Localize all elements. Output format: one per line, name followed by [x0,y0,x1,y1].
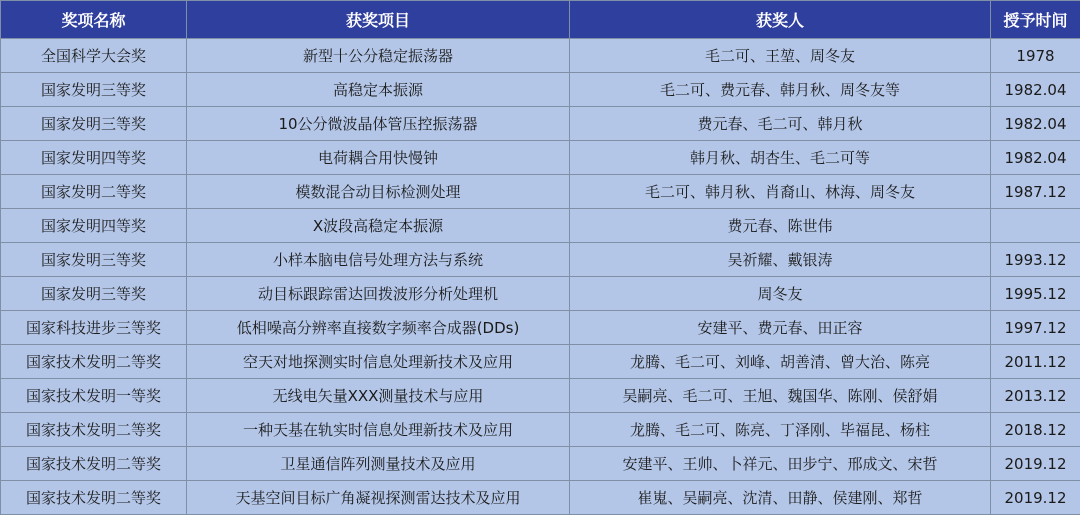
award-name-cell: 全国科学大会奖 [1,39,187,73]
award-name-cell: 国家科技进步三等奖 [1,311,187,345]
date-cell: 1982.04 [991,73,1080,107]
table-row [1,447,1080,481]
header-project: 获奖项目 [187,1,570,39]
table-row [1,73,1080,107]
winners-cell: 费元春、毛二可、韩月秋 [570,107,991,141]
project-cell: 空天对地探测实时信息处理新技术及应用 [187,345,570,379]
award-name-cell: 国家发明二等奖 [1,175,187,209]
project-cell: 天基空间目标广角凝视探测雷达技术及应用 [187,481,570,515]
winners-cell: 吴祈耀、戴银涛 [570,243,991,277]
date-cell: 1978 [991,39,1080,73]
award-name-cell: 国家发明四等奖 [1,209,187,243]
award-name-cell: 国家技术发明二等奖 [1,481,187,515]
winners-cell: 毛二可、费元春、韩月秋、周冬友等 [570,73,991,107]
table-row [1,39,1080,73]
table-row [1,277,1080,311]
header-award-name: 奖项名称 [1,1,187,39]
award-name-cell: 国家发明三等奖 [1,107,187,141]
award-name-cell: 国家技术发明二等奖 [1,447,187,481]
project-cell: 卫星通信阵列测量技术及应用 [187,447,570,481]
winners-cell: 费元春、陈世伟 [570,209,991,243]
date-cell: 1997.12 [991,311,1080,345]
date-cell: 2018.12 [991,413,1080,447]
award-name-cell: 国家技术发明二等奖 [1,345,187,379]
date-cell: 1987.12 [991,175,1080,209]
winners-cell: 毛二可、王堃、周冬友 [570,39,991,73]
award-name-cell: 国家技术发明一等奖 [1,379,187,413]
project-cell: 电荷耦合用快慢钟 [187,141,570,175]
project-cell: 小样本脑电信号处理方法与系统 [187,243,570,277]
winners-cell: 韩月秋、胡杏生、毛二可等 [570,141,991,175]
date-cell: 2019.12 [991,481,1080,515]
award-name-cell: 国家发明三等奖 [1,277,187,311]
table-row [1,413,1080,447]
header-date: 授予时间 [991,1,1080,39]
date-cell: 2019.12 [991,447,1080,481]
table-row [1,209,1080,243]
award-name-cell: 国家发明四等奖 [1,141,187,175]
table-row [1,481,1080,515]
award-name-cell: 国家技术发明二等奖 [1,413,187,447]
table-row [1,175,1080,209]
header-row [1,1,1080,39]
project-cell: 无线电矢量XXX测量技术与应用 [187,379,570,413]
award-name-cell: 国家发明三等奖 [1,243,187,277]
winners-cell: 周冬友 [570,277,991,311]
project-cell: 动目标跟踪雷达回拨波形分析处理机 [187,277,570,311]
winners-cell: 吴嗣亮、毛二可、王旭、魏国华、陈刚、侯舒娟 [570,379,991,413]
project-cell: 低相噪高分辨率直接数字频率合成器(DDs) [187,311,570,345]
date-cell: 1993.12 [991,243,1080,277]
winners-cell: 崔嵬、吴嗣亮、沈清、田静、侯建刚、郑哲 [570,481,991,515]
winners-cell: 安建平、费元春、田正容 [570,311,991,345]
winners-cell: 安建平、王帅、卜祥元、田步宁、邢成文、宋哲 [570,447,991,481]
project-cell: 10公分微波晶体管压控振荡器 [187,107,570,141]
header-winners: 获奖人 [570,1,991,39]
project-cell: 模数混合动目标检测处理 [187,175,570,209]
table-row [1,345,1080,379]
table-row [1,243,1080,277]
table-row [1,107,1080,141]
date-cell [991,209,1080,243]
project-cell: 一种天基在轨实时信息处理新技术及应用 [187,413,570,447]
table-row [1,141,1080,175]
table-row [1,311,1080,345]
table-row [1,379,1080,413]
date-cell: 1995.12 [991,277,1080,311]
winners-cell: 龙腾、毛二可、刘峰、胡善清、曾大治、陈亮 [570,345,991,379]
award-name-cell: 国家发明三等奖 [1,73,187,107]
project-cell: 高稳定本振源 [187,73,570,107]
date-cell: 2013.12 [991,379,1080,413]
project-cell: 新型十公分稳定振荡器 [187,39,570,73]
project-cell: X波段高稳定本振源 [187,209,570,243]
winners-cell: 毛二可、韩月秋、肖裔山、林海、周冬友 [570,175,991,209]
date-cell: 1982.04 [991,107,1080,141]
date-cell: 1982.04 [991,141,1080,175]
winners-cell: 龙腾、毛二可、陈亮、丁泽刚、毕福昆、杨柱 [570,413,991,447]
date-cell: 2011.12 [991,345,1080,379]
